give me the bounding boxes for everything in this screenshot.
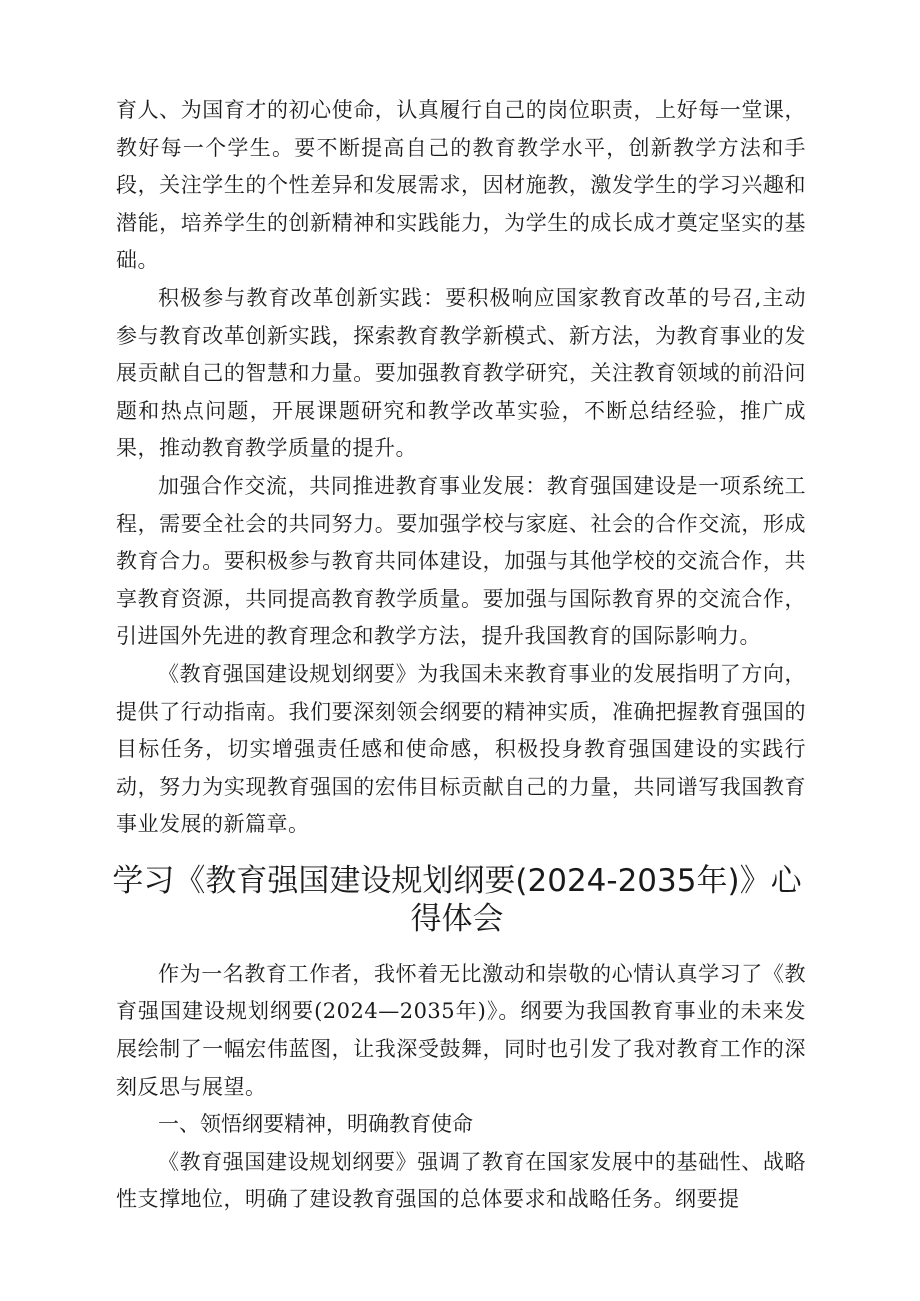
paragraph-section-one: 《教育强国建设规划纲要》强调了教育在国家发展中的基础性、战略性支撑地位，明确了建设教育强国的总体要求和战略任务。纲要提 <box>116 1149 806 1212</box>
paragraph-reform-practice: 积极参与教育改革创新实践：要积极响应国家教育改革的号召,主动参与教育改革创新实践，探索教育教学新模式、新方法，为教育事业的发展贡献自己的智慧和力量。要加强教育教学研究，关注教育领域的前沿问题和热点问题，开展课题研究和教学改革实验，不断总结经验，推广成果，推动教育教学质量的提升。 <box>116 285 806 461</box>
paragraph-intro: 作为一名教育工作者，我怀着无比激动和崇敬的心情认真学习了《教育强国建设规划纲要(2024—2035年)》。纲要为我国教育事业的未来发展绘制了一幅宏伟蓝图，让我深受鼓舞，同时也引发了我对教育工作的深刻反思与展望。 <box>116 961 806 1099</box>
section-heading: 一、领悟纲要精神，明确教育使命 <box>158 1112 473 1137</box>
paragraph-continuation: 育人、为国育才的初心使命，认真履行自己的岗位职责，上好每一堂课，教好每一个学生。要不断提高自己的教育教学水平，创新教学方法和手段，关注学生的个性差异和发展需求，因材施教，激发学生的学习兴趣和潜能，培养学生的创新精神和实践能力，为学生的成长成才奠定坚实的基础。 <box>116 98 806 273</box>
document-body <box>112 92 806 1219</box>
paragraph-cooperation: 加强合作交流，共同推进教育事业发展：教育强国建设是一项系统工程，需要全社会的共同努力。要加强学校与家庭、社会的合作交流，形成教育合力。要积极参与教育共同体建设，加强与其他学校的交流合作，共享教育资源，共同提高教育教学质量。要加强与国际教育界的交流合作，引进国外先进的教育理念和教学方法，提升我国教育的国际影响力。 <box>116 473 806 649</box>
article-title: 学习《教育强国建设规划纲要(2024-2035年)》心得体会 <box>112 862 802 937</box>
paragraph-conclusion: 《教育强国建设规划纲要》为我国未来教育事业的发展指明了方向，提供了行动指南。我们要深刻领会纲要的精神实质，准确把握教育强国的目标任务，切实增强责任感和使命感，积极投身教育强国建设的实践行动，努力为实现教育强国的宏伟目标贡献自己的力量，共同谱写我国教育事业发展的新篇章。 <box>116 661 806 837</box>
